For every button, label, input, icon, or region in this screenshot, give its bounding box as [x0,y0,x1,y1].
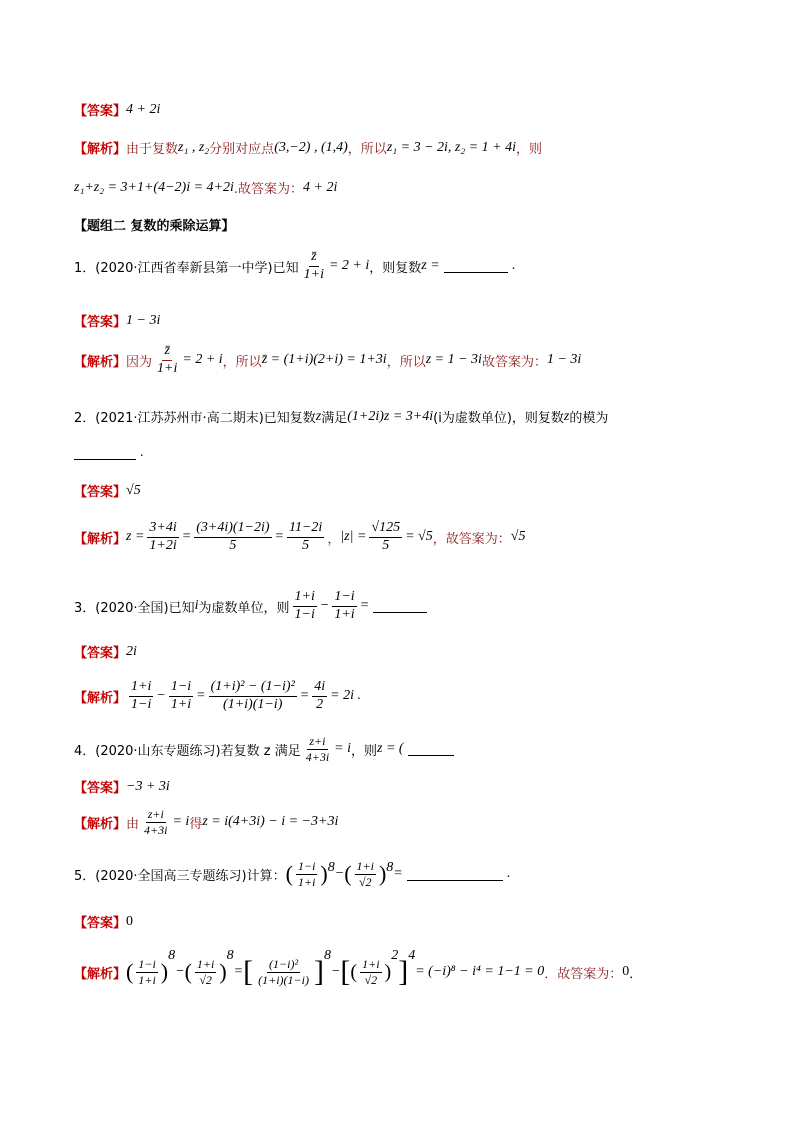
fraction-denominator: 1+i [157,360,178,376]
answer-blank [444,260,508,273]
question-math: z = [421,258,440,274]
fraction-denominator: √2 [364,972,378,987]
analysis-text: 分别对应点 [209,142,275,157]
analysis-math: = 2 + i [182,352,223,368]
paren: ) [160,959,169,984]
analysis-math: z = [126,529,145,545]
fraction-numerator: (3+4i)(1−2i) [194,521,271,538]
analysis-text: ，则 [516,142,543,157]
fraction-numerator: z+i [147,807,164,821]
analysis-label: 【解析】 [74,816,127,832]
analysis-math: = [299,688,310,704]
question-stem: 满足 [321,411,348,426]
question-1: 1．(2020·江西省奉新县第一中学)已知 $\frac{z̄}{1+i}$ = 2 + i ，则复数 z = . [74,249,516,282]
exponent: 8 [386,860,394,875]
fraction-denominator: 5 [229,537,237,553]
analysis-math: = [274,529,284,545]
question-math: = [393,866,403,882]
fraction [155,344,179,376]
fraction-numerator: 1+i [129,680,153,697]
answer-value: 4 + 2i [126,101,161,117]
analysis-label: 【解析】 [74,966,127,982]
paren: ( [350,960,358,983]
fraction-denominator: 5 [382,537,390,553]
fraction [369,521,402,553]
fraction [169,680,193,712]
question-stem: 为虚数单位，则 [198,600,290,616]
question-math: − [334,866,345,882]
fraction-denominator: 1+i [297,874,316,889]
analysis-math: z̄ = (1+i)(2+i) = 1+3i [261,352,387,368]
fraction-numerator: z̄ [309,250,318,267]
analysis-math: 1 − 3i [546,352,582,368]
question-4 [74,735,734,763]
fraction-denominator: (1+i)(1−i) [258,972,309,987]
top-analysis-line-1 [74,138,734,157]
analysis-math: |z| = [340,529,367,545]
answer-value: 1 − 3i [126,312,161,328]
answer-value: √5 [126,482,141,498]
analysis-math: = [233,964,244,979]
analysis-math: z₁ = 3 − 2i, z₂ = 1 + 4i [386,139,517,155]
question-stem: 5．(2020·全国高三专题练习)计算： [74,868,286,884]
analysis-math: − [175,964,185,979]
analysis-math: = [181,529,192,545]
question-math: − [319,598,330,614]
exponent: 2 [391,948,399,963]
fraction-numerator: √125 [369,521,402,538]
fraction-numerator: 1+i [196,956,215,971]
exponent: 4 [408,948,416,963]
analysis-math: z = i(4+3i) − i = −3+3i [202,814,339,830]
fraction-numerator: 1+i [356,859,374,873]
exponent: 8 [327,860,335,875]
fraction-denominator: 1+2i [149,537,177,553]
exponent: 8 [168,948,176,963]
question-math: = 2 + i [328,258,370,274]
analysis-math: = √5 [405,529,433,545]
q5-analysis-line [74,948,734,996]
fraction-numerator: 1−i [138,956,156,971]
analysis-math: − [330,964,341,979]
fraction-numerator: 1+i [293,590,317,607]
fraction [129,680,153,712]
fraction-numerator: 11−2i [287,521,324,538]
q3-analysis-line [74,680,734,712]
bracket: [ [340,955,351,988]
fraction [304,735,331,763]
fraction-denominator: 1+i [303,266,324,282]
fraction-numerator: z+i [309,734,326,748]
fraction [360,958,381,986]
question-2-blank-line: . [74,445,734,461]
analysis-math: = 2i . [330,688,361,704]
question-math: z [315,408,322,424]
analysis-text: .故答案为： [233,182,304,197]
answer-blank [408,743,454,756]
question-stem: 的模为 [569,411,609,426]
fraction [209,680,297,712]
fraction-denominator: (1+i)(1−i) [223,696,283,712]
fraction-denominator: 1−i [131,696,152,712]
bracket: ] [313,955,324,988]
question-stem: (i为虚数单位)，则复数 [433,411,564,426]
analysis-text: ，故答案为： [432,531,511,547]
section-heading: 【题组二 复数的乘除运算】 [74,219,235,234]
paren: ) [384,960,392,983]
analysis-math: − [156,688,166,704]
exponent: 8 [226,948,234,963]
fraction-numerator: (1−i)² [269,956,299,971]
question-stem: 4．(2020·山东专题练习)若复数 z 满足 [74,743,301,759]
fraction-numerator: 1−i [332,590,356,607]
fraction [355,860,376,888]
question-math: = [359,598,370,614]
exponent: 8 [323,948,331,963]
analysis-label: 【解析】 [74,142,127,157]
q4-answer-line [74,777,734,796]
fraction-numerator: 1−i [169,680,193,697]
analysis-math: z = 1 − 3i [425,352,482,368]
answer-label: 【答案】 [74,104,127,119]
paren: ) [219,959,227,984]
fraction-numerator: (1+i)² − (1−i)² [209,680,297,697]
bracket: ] [398,955,409,988]
fraction [293,590,317,622]
question-stem: ，则 [351,743,378,759]
fraction [136,958,157,986]
fraction-numerator: z̄ [162,344,171,361]
analysis-text: ，所以 [386,354,426,370]
answer-value: 2i [126,643,137,659]
q5-answer-line [74,912,734,931]
fraction-denominator: 5 [302,537,310,553]
answer-label: 【答案】 [74,485,127,500]
q4-analysis-line [74,808,734,836]
question-math: z [563,408,570,424]
analysis-text: ，所以 [347,142,387,157]
paren: ( [344,861,352,887]
answer-blank [74,447,136,460]
question-math: z = ( [377,741,404,757]
analysis-text: ．故答案为： [544,966,623,982]
question-stem: 2．(2021·江苏苏州市·高二期末)已知复数 [74,411,316,426]
top-analysis-line-2 [74,178,734,197]
analysis-math: = (−i)⁸ − i⁴ = 1−1 = 0 [415,964,545,979]
analysis-label: 【解析】 [74,354,127,370]
fraction-numerator: 3+4i [147,521,178,538]
answer-label: 【答案】 [74,781,127,796]
q1-answer-line [74,311,734,330]
question-2 [74,407,734,426]
answer-value: −3 + 3i [126,778,170,794]
fraction-denominator: 4+3i [144,822,168,837]
paren: ) [320,861,328,887]
paren: ( [126,959,134,984]
fraction [195,958,216,986]
fraction [142,808,169,836]
analysis-math: = i [172,814,190,830]
fraction-denominator: 1+i [334,606,355,622]
fraction [256,958,311,986]
fraction-denominator: √2 [358,874,372,889]
fraction [332,590,356,622]
answer-label: 【答案】 [74,315,127,330]
paren: ( [285,861,293,887]
answer-blank [407,868,503,881]
answer-blank [373,600,427,613]
question-3 [74,590,734,622]
fraction-numerator: 4i [312,680,327,697]
fraction-denominator: 2 [316,696,324,712]
paren: ) [378,861,387,887]
fraction-denominator: √2 [199,972,212,987]
fraction [312,680,327,712]
analysis-math: (3,−2) , (1,4) [274,139,348,155]
analysis-math: √5 [510,529,526,545]
analysis-math: z₁ , z₂ [178,139,210,155]
analysis-text: 得 [189,816,203,832]
q3-answer-line [74,642,734,661]
analysis-text: 因为 [126,354,153,370]
question-math: i [194,598,199,614]
answer-label: 【答案】 [74,646,127,661]
question-stem: 3．(2020·全国)已知 [74,600,195,616]
question-math: (1+2i)z = 3+4i [347,408,434,424]
analysis-text: 由于复数 [126,142,179,157]
q2-analysis-line [74,521,734,553]
q2-answer-line [74,481,734,500]
analysis-text: ，所以 [222,354,262,370]
analysis-math: = [196,688,206,704]
fraction-numerator: 1+i [362,956,380,971]
fraction-denominator: 1+i [138,972,156,987]
fraction-denominator: 4+3i [305,749,330,764]
analysis-text: ． [629,966,643,982]
analysis-text: 由 [126,816,140,832]
question-stem: 1．(2020·江西省奉新县第一中学)已知 [74,260,299,276]
fraction [194,521,271,553]
fraction-denominator: 1−i [294,606,315,622]
fraction [302,250,326,282]
question-5: 5．(2020·全国高三专题练习)计算： ( $\frac{1-i}{1+i}$ ) 8 − ( $\frac{1+i}{√2}$ ) 8 = . [74,859,511,889]
q1-analysis-line [74,344,734,376]
answer-value: 0 [126,913,134,929]
analysis-math: 0 [622,964,630,979]
analysis-math: 4 + 2i [303,179,338,195]
fraction [296,860,317,888]
analysis-label: 【解析】 [74,531,127,547]
fraction-denominator: 1+i [170,696,192,712]
fraction [287,521,324,553]
question-math: = i [334,741,352,757]
fraction-numerator: 1−i [297,859,316,873]
question-stem: ，则复数 [369,260,422,276]
answer-label: 【答案】 [74,916,127,931]
analysis-text: ， [327,531,341,547]
fraction [147,521,178,553]
top-answer-line [74,100,734,119]
analysis-label: 【解析】 [74,690,127,706]
analysis-math: z₁+z₂ = 3+1+(4−2)i = 4+2i [74,179,234,195]
analysis-text: 故答案为： [481,354,547,370]
paren: ( [184,959,192,984]
bracket: [ [243,955,254,988]
